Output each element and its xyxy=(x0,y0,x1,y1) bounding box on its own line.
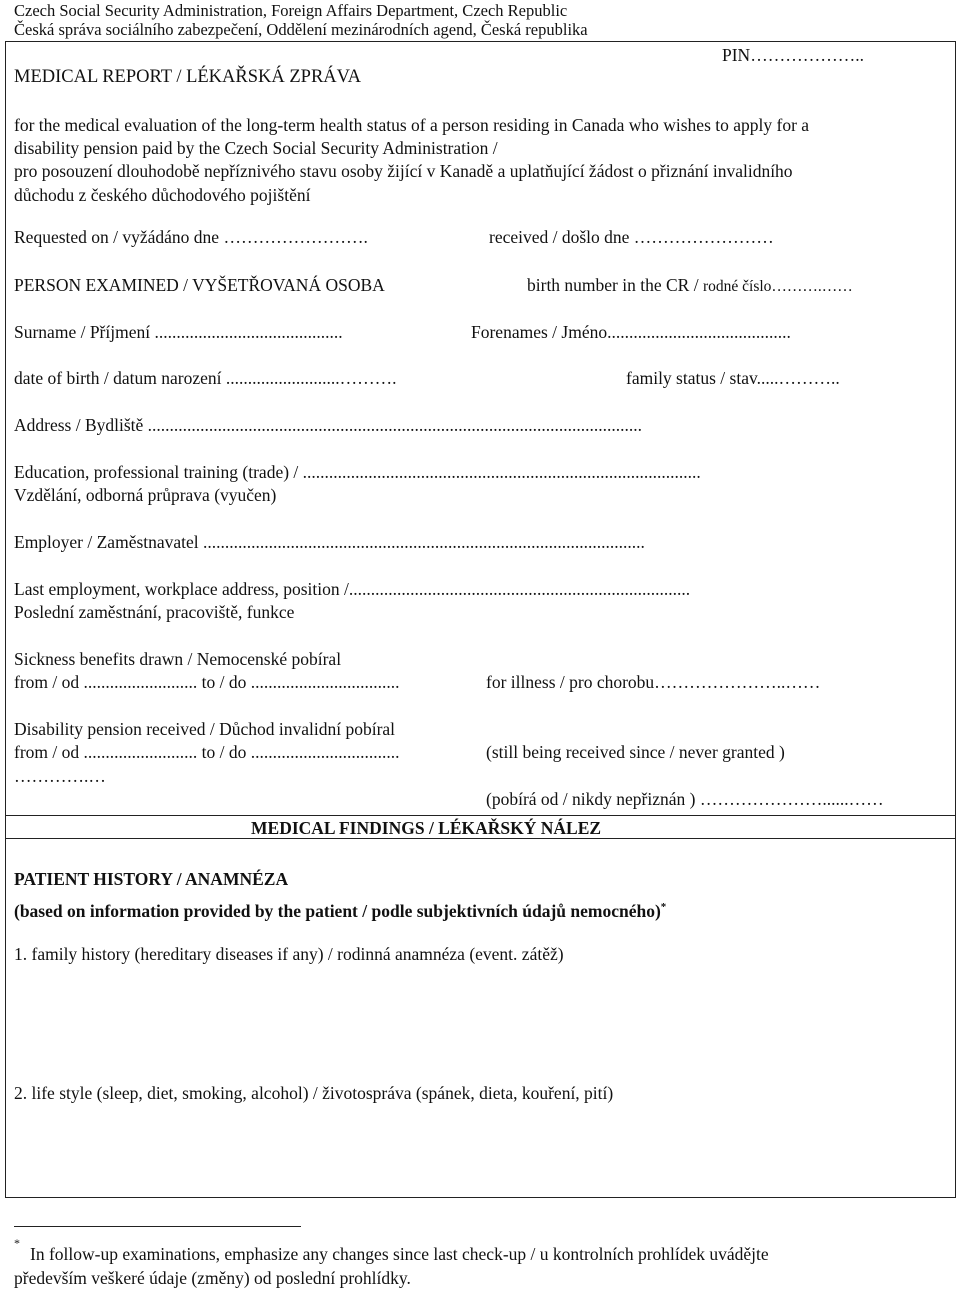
patient-history-subheading xyxy=(14,896,666,922)
disability-extra-field[interactable]: ………….… xyxy=(14,766,106,786)
sickness-benefits-heading: Sickness benefits drawn / Nemocenské pobíral xyxy=(14,649,342,669)
purpose-line-4: důchodu z českého důchodového pojištění xyxy=(14,185,311,205)
disability-status-label: (still being received since / never granted ) xyxy=(486,742,785,762)
purpose-line-3: pro posouzení dlouhodobě nepříznivého stavu osoby žijící v Kanadě a uplatňující žádost o přiznání invalidního xyxy=(14,161,793,181)
footnote-mark: * xyxy=(14,1236,20,1250)
footnote-line-2: především veškeré údaje (změny) od poslední prohlídky. xyxy=(14,1268,411,1288)
patient-history-subheading-text: (based on information provided by the patient / podle subjektivních údajů nemocného) xyxy=(14,900,661,921)
person-examined-heading: PERSON EXAMINED / VYŠETŘOVANÁ OSOBA xyxy=(14,275,385,295)
education-label-cz: Vzdělání, odborná průprava (vyučen) xyxy=(14,485,277,505)
disability-pension-heading: Disability pension received / Důchod invalidní pobíral xyxy=(14,719,396,739)
education-field[interactable]: Education, professional training (trade) / ........................................................................................... xyxy=(14,462,701,482)
date-of-birth-field[interactable]: date of birth / datum narození ..........................………. xyxy=(14,368,397,388)
purpose-line-1: for the medical evaluation of the long-term health status of a person residing in Canada who wishes to apply for a xyxy=(14,115,810,135)
sickness-illness-field[interactable]: for illness / pro chorobu…………………..…… xyxy=(486,672,821,692)
birth-number-label-cz: rodné číslo……….…… xyxy=(702,278,853,295)
medical-findings-heading: MEDICAL FINDINGS / LÉKAŘSKÝ NÁLEZ xyxy=(251,818,602,838)
purpose-line-2: disability pension paid by the Czech Social Security Administration / xyxy=(14,138,498,158)
agency-name-cz: Česká správa sociálního zabezpečení, Oddělení mezinárodních agend, Česká republika xyxy=(14,20,588,39)
family-history-item: 1. family history (hereditary diseases if any) / rodinná anamnéza (event. zátěž) xyxy=(14,944,564,964)
sickness-from-to-field[interactable]: from / od .......................... to / do .................................. xyxy=(14,672,400,692)
pin-field[interactable]: PIN……………….. xyxy=(722,45,864,65)
disability-status-cz-field[interactable]: (pobírá od / nikdy nepřiznán ) …………………......…… xyxy=(486,789,884,809)
requested-on-field[interactable]: Requested on / vyžádáno dne ……………………. xyxy=(14,227,368,247)
footnote-divider xyxy=(14,1226,301,1227)
patient-history-heading: PATIENT HISTORY / ANAMNÉZA xyxy=(14,869,289,889)
birth-number-field[interactable] xyxy=(527,274,853,298)
footnote-reference: * xyxy=(660,901,667,913)
forenames-field[interactable]: Forenames / Jméno.......................................... xyxy=(471,322,791,342)
employer-field[interactable]: Employer / Zaměstnavatel ..................................................................................................... xyxy=(14,532,645,552)
family-status-field[interactable]: family status / stav.....……….. xyxy=(626,368,840,388)
address-field[interactable]: Address / Bydliště ................................................................................................................. xyxy=(14,415,643,435)
findings-divider xyxy=(5,815,956,816)
footnote-line-1: In follow-up examinations, emphasize any changes since last check-up / u kontrolních prohlídek uvádějte xyxy=(30,1244,769,1264)
birth-number-label: birth number in the CR / xyxy=(527,275,699,295)
life-style-item: 2. life style (sleep, diet, smoking, alcohol) / životospráva (spánek, dieta, kouření, pití) xyxy=(14,1083,614,1103)
disability-from-to-field[interactable]: from / od .......................... to / do .................................. xyxy=(14,742,400,762)
last-employment-label-cz: Poslední zaměstnání, pracoviště, funkce xyxy=(14,602,295,622)
surname-field[interactable]: Surname / Příjmení ........................................... xyxy=(14,322,343,342)
patient-history-box xyxy=(5,838,956,1198)
received-on-field[interactable]: received / došlo dne …………………… xyxy=(489,227,774,247)
report-title: MEDICAL REPORT / LÉKAŘSKÁ ZPRÁVA xyxy=(14,67,362,87)
last-employment-field[interactable]: Last employment, workplace address, position /.............................................................................. xyxy=(14,579,691,599)
agency-name-en: Czech Social Security Administration, Foreign Affairs Department, Czech Republic xyxy=(14,1,568,20)
